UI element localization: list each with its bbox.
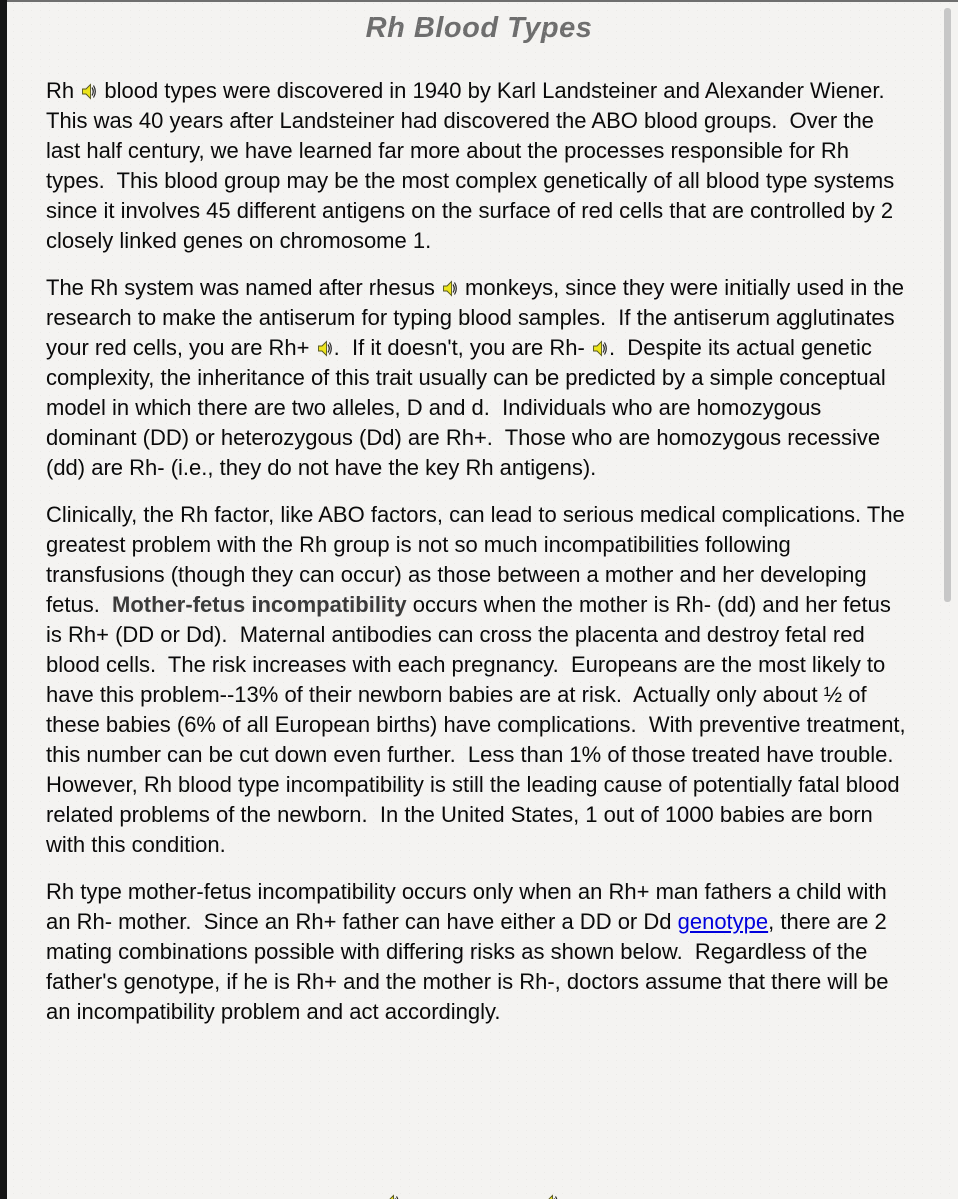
page-title: Rh Blood Types: [365, 12, 593, 44]
speaker-icon[interactable]: [80, 78, 98, 95]
speaker-icon[interactable]: [441, 275, 459, 292]
scrollbar[interactable]: [942, 2, 958, 1199]
speaker-icon[interactable]: [383, 1194, 401, 1199]
paragraph: [46, 500, 912, 860]
body-text: . Despite its actual genetic complexity, the inheritance of this trait usually can be predicted by a simple conceptual model in which there are two alleles, D and d. Individuals who are homozygous dominant (DD) or heterozygous (Dd) are Rh+. Those who are homozygous recessive (dd) are Rh- (i.e., they do not have the key Rh antigens).: [46, 335, 892, 480]
genotype-link[interactable]: genotype: [677, 909, 769, 934]
body-text: Rh: [46, 78, 81, 103]
bold-emphasis-text: Mother-fetus incompatibility: [112, 592, 407, 617]
paragraph: [46, 76, 908, 256]
top-border: [0, 0, 958, 2]
left-border: [0, 0, 7, 1199]
paragraph: [46, 877, 908, 1027]
body-text: Rh type mother-fetus incompatibility occurs only when an Rh+ man fathers a child with an Rh- mother. Since an Rh+ father can have either a DD or Dd: [46, 879, 893, 934]
speaker-icon[interactable]: [316, 335, 334, 352]
speaker-icon[interactable]: [591, 335, 609, 352]
body-text: The Rh system was named after rhesus: [46, 275, 441, 300]
body-text: Clinically, the Rh factor, like ABO factors, can lead to serious medical complications. The greatest problem with the Rh group is not so much incompatibilities following transfusions (though they can occur) as those between a mother and her developing fetus.: [46, 502, 911, 617]
body-text: blood types were discovered in 1940 by Karl Landsteiner and Alexander Wiener. This was 40 years after Landsteiner had discovered the ABO blood groups. Over the last half century, we have learned far more about the processes responsible for Rh types. This blood group may be the most complex genetically of all blood type systems since it involves 45 different antigens on the surface of red cells that are controlled by 2 closely linked genes on chromosome 1.: [46, 78, 901, 253]
scrollbar-thumb[interactable]: [944, 8, 951, 602]
speaker-icon[interactable]: [542, 1194, 560, 1199]
body-text: , there are 2 mating combinations possible with differing risks as shown below. Regardless of the father's genotype, if he is Rh+ and the mother is Rh-, doctors assume that there will be an incompatibility problem and act accordingly.: [46, 909, 895, 1024]
body-text: occurs when the mother is Rh- (dd) and her fetus is Rh+ (DD or Dd). Maternal antibodies can cross the placenta and destroy fetal red blood cells. The risk increases with each pregnancy. Europeans are the most likely to have this problem--13% of their newborn babies are at risk. Actually only about ½ of these babies (6% of all European births) have complications. With preventive treatment, this number can be cut down even further. Less than 1% of those treated have trouble. However, Rh blood type incompatibility is still the leading cause of potentially fatal blood related problems of the newborn. In the United States, 1 out of 1000 babies are born with this condition.: [46, 592, 912, 857]
body-text: monkeys, since they were initially used in the research to make the antiserum for typing blood samples. If the antiserum agglutinates your red cells, you are Rh+: [46, 275, 911, 360]
article-body: [46, 76, 912, 1027]
body-text: . If it doesn't, you are Rh-: [333, 335, 591, 360]
paragraph: [46, 273, 911, 483]
